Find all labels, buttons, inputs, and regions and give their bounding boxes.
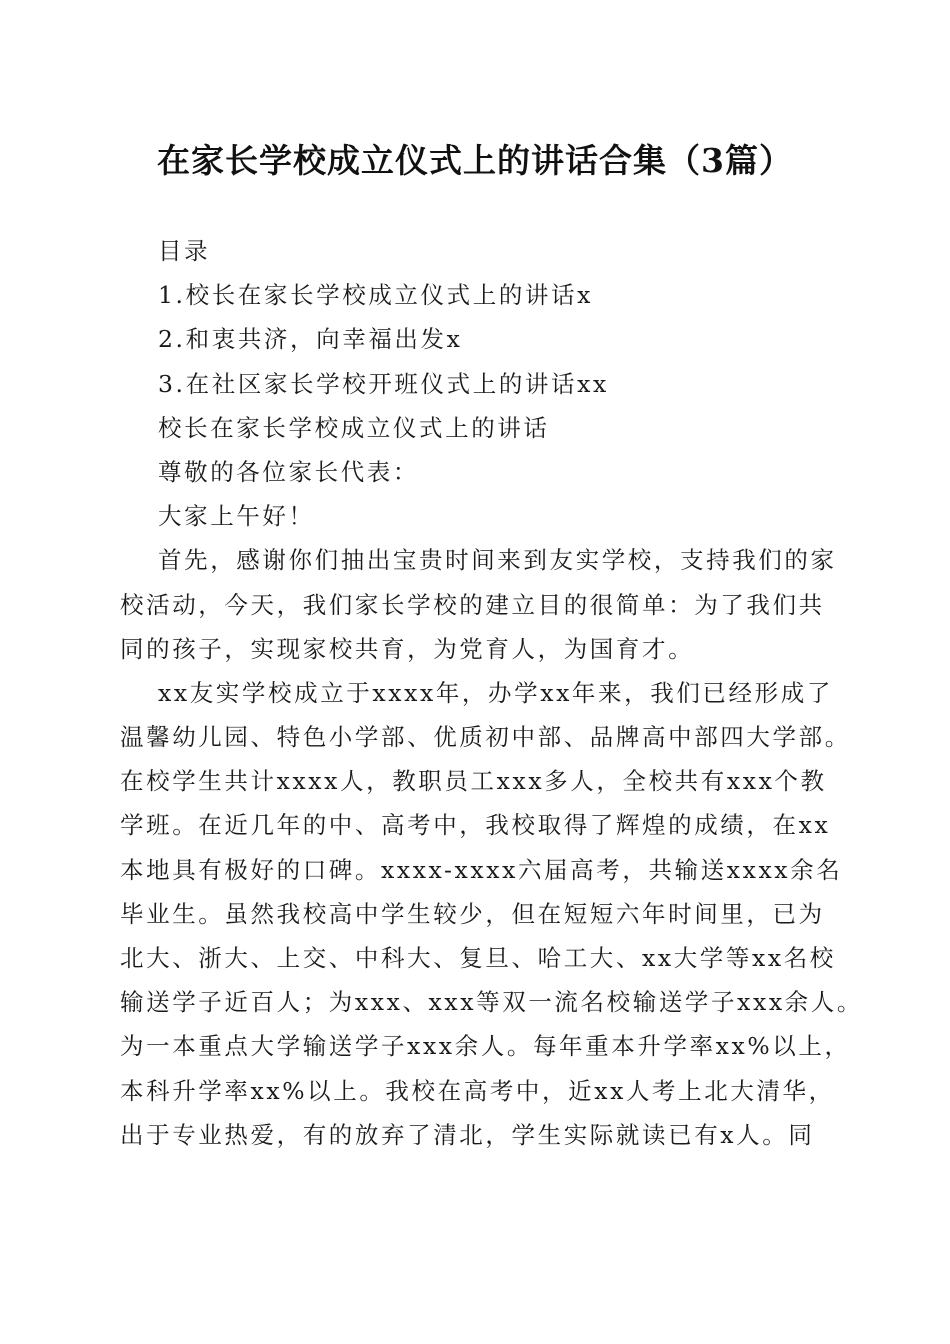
paragraph-line: 首先，感谢你们抽出宝贵时间来到友实学校，支持我们的家 (158, 546, 837, 575)
paragraph-line: 学班。在近几年的中、高考中，我校取得了辉煌的成绩，在xx (120, 811, 831, 840)
paragraph-line: 本科升学率xx%以上。我校在高考中，近xx人考上北大清华， (120, 1076, 835, 1105)
paragraph-line: 毕业生。虽然我校高中学生较少，但在短短六年时间里，已为 (120, 899, 825, 928)
greeting: 大家上午好！ (158, 502, 315, 531)
paragraph-1 (120, 538, 840, 671)
paragraph-line: xx友实学校成立于xxxx年，办学xx年来，我们已经形成了 (158, 678, 833, 707)
paragraph-line: 在校学生共计xxxx人，教职员工xxx多人，全校共有xxx个教 (120, 767, 827, 796)
toc-item-1: 1.校长在家长学校成立仪式上的讲话x (158, 281, 593, 310)
toc-item-2: 2.和衷共济，向幸福出发x (158, 325, 463, 354)
salutation: 尊敬的各位家长代表： (158, 457, 419, 486)
paragraph-line: 出于专业热爱，有的放弃了清北，学生实际就读已有x人。同 (120, 1120, 815, 1149)
paragraph-line: 北大、浙大、上交、中科大、复旦、哈工大、xx大学等xx名校 (120, 944, 836, 972)
toc-item-3: 3.在社区家长学校开班仪式上的讲话xx (158, 369, 609, 398)
document-title: 在家长学校成立仪式上的讲话合集（3篇） (157, 141, 793, 180)
document-body (120, 229, 863, 1157)
paragraph-line: 输送学子近百人；为xxx、xxx等双一流名校输送学子xxx余人。 (120, 988, 863, 1017)
paragraph-line: 校活动，今天，我们家长学校的建立目的很简单：为了我们共 (120, 590, 825, 619)
toc-heading: 目录 (158, 237, 211, 265)
paragraph-line: 为一本重点大学输送学子xxx余人。每年重本升学率xx%以上， (120, 1032, 851, 1061)
paragraph-2 (120, 671, 863, 1157)
paragraph-line: 温馨幼儿园、特色小学部、优质初中部、品牌高中部四大学部。 (120, 723, 851, 752)
paragraph-line: 同的孩子，实现家校共育，为党育人，为国育才。 (120, 634, 695, 663)
section-title: 校长在家长学校成立仪式上的讲话 (158, 413, 550, 442)
paragraph-line: 本地具有极好的口碑。xxxx-xxxx六届高考，共输送xxxx余名 (120, 855, 843, 884)
